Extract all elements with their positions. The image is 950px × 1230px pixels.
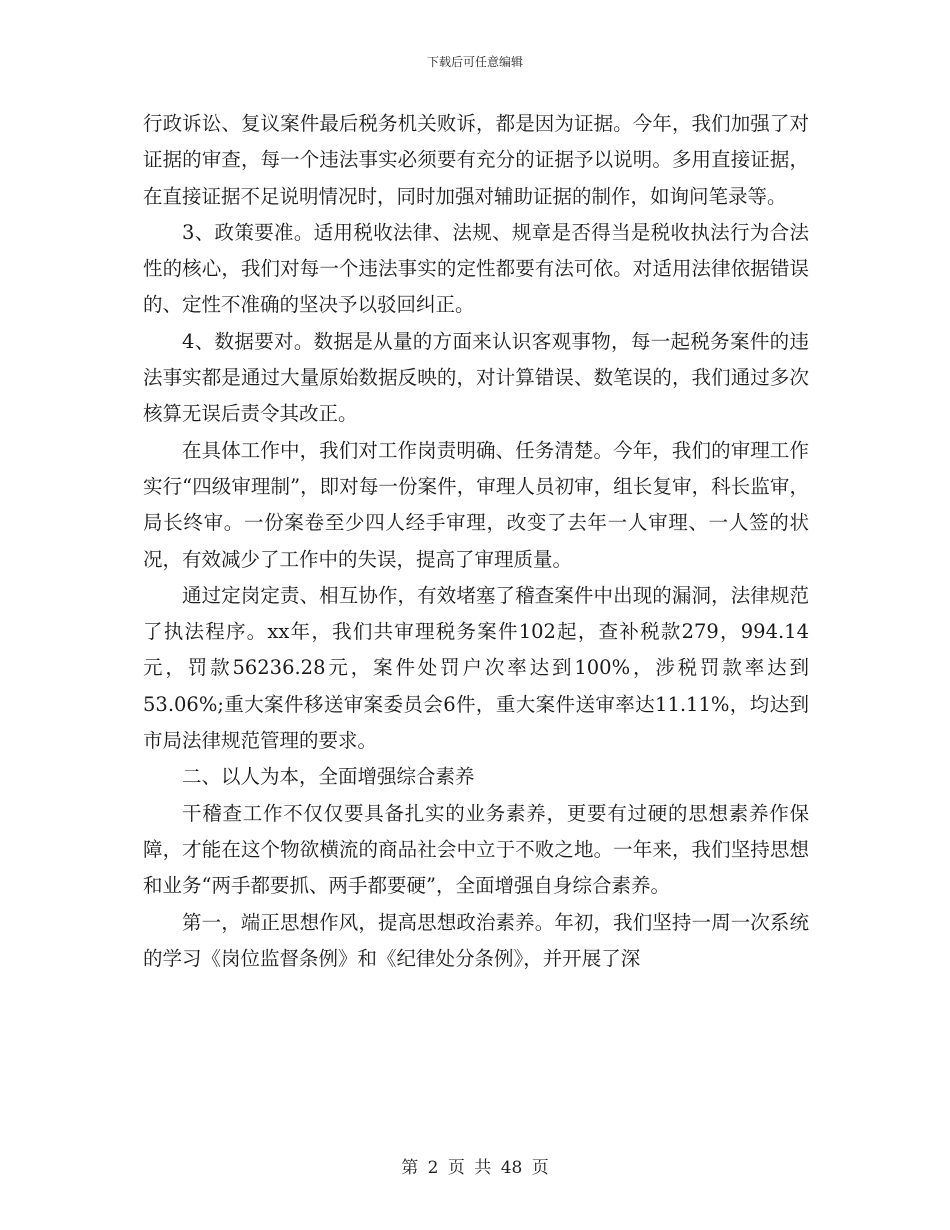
paragraph: 第一，端正思想作风，提高思想政治素养。年初，我们坚持一周一次系统的学习《岗位监督条例》和《纪律处分条例》，并开展了深: [143, 910, 809, 970]
paragraph: 4、数据要对。数据是从量的方面来认识客观事物，每一起税务案件的违法事实都是通过大量原始数据反映的，对计算错误、数笔误的，我们通过多次核算无误后责令其改正。: [143, 329, 809, 426]
page-header: 下载后可任意编辑: [426, 55, 523, 69]
paragraph: 干稽查工作不仅仅要具备扎实的业务素养，更要有过硬的思想素养作保障，才能在这个物欲横流的商品社会中立于不败之地。一年来，我们坚持思想和业务“两手都要抓、两手都要硬”，全面增强自身综合素养。: [143, 801, 809, 898]
section-heading: 二、以人为本，全面增强综合素养: [182, 765, 475, 789]
paragraph: 在具体工作中，我们对工作岗责明确、任务清楚。今年，我们的审理工作实行“四级审理制”，即对每一份案件，审理人员初审，组长复审，科长监审，局长终审。一份案卷至少四人经手审理，改变了去年一人审理、一人签的状况，有效减少了工作中的失误，提高了审理质量。: [143, 438, 809, 571]
paragraph: 通过定岗定责、相互协作，有效堵塞了稽查案件中出现的漏洞，法律规范了执法程序。xx年，我们共审理税务案件102起，查补税款279，994.14元，罚款56236.28元，案件处罚户次率达到100%，涉税罚款率达到53.06%;重大案件移送审案委员会6件，重大案件送审率达11.11%，均达到市局法律规范管理的要求。: [143, 583, 809, 753]
paragraph: 3、政策要准。适用税收法律、法规、规章是否得当是税收执法行为合法性的核心，我们对每一个违法事实的定性都要有法可依。对适用法律依据错误的、定性不准确的坚决予以驳回纠正。: [143, 220, 809, 317]
page-number: 第 2 页 共 48 页: [401, 1158, 549, 1178]
paragraph: 行政诉讼、复议案件最后税务机关败诉，都是因为证据。今年，我们加强了对证据的审查，每一个违法事实必须要有充分的证据予以说明。多用直接证据，在直接证据不足说明情况时，同时加强对辅助证据的制作，如询问笔录等。: [143, 112, 809, 208]
document-body: [143, 106, 809, 977]
